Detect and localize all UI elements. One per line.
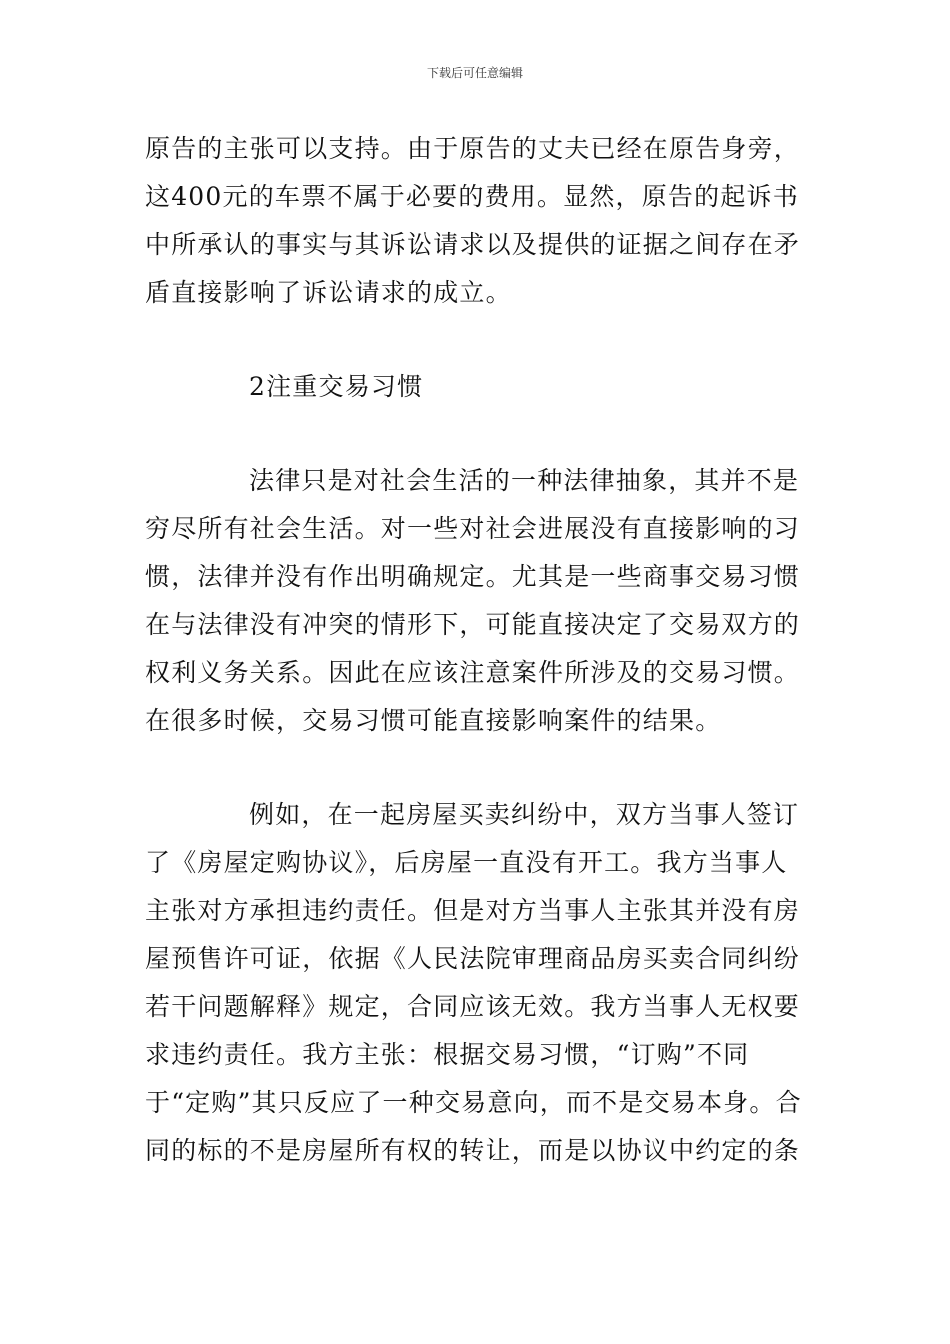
paragraph-1: 原告的主张可以支持。由于原告的丈夫已经在原告身旁，这400元的车票不属于必要的费用。显然，原告的起诉书中所承认的事实与其诉讼请求以及提供的证据之间存在矛盾直接影响了诉讼请求的成立。 [145,134,801,307]
paragraph-3: 例如，在一起房屋买卖纠纷中，双方当事人签订了《房屋定购协议》，后房屋一直没有开工。我方当事人主张对方承担违约责任。但是对方当事人主张其并没有房屋预售许可证，依据《人民法院审理商品房买卖合同纠纷若干问题解释》规定，合同应该无效。我方当事人无权要求违约责任。我方主张：根据交易习惯，“订购”不同于“定购”其只反应了一种交易意向，而不是交易本身。合同的标的不是房屋所有权的转让，而是以协议中约定的条 [145,800,802,1165]
paragraph-gap [145,411,810,457]
paragraph-gap [145,745,810,791]
section-heading: 2注重交易习惯 [249,372,424,401]
paragraph-gap [145,317,810,363]
paragraph-2: 法律只是对社会生活的一种法律抽象，其并不是穷尽所有社会生活。对一些对社会进展没有直接影响的习惯，法律并没有作出明确规定。尤其是一些商事交易习惯在与法律没有冲突的情形下，可能直接决定了交易双方的权利义务关系。因此在应该注意案件所涉及的交易习惯。在很多时候，交易习惯可能直接影响案件的结果。 [145,466,801,735]
page-header: 下载后可任意编辑 [426,66,523,80]
document-body [145,125,810,1175]
